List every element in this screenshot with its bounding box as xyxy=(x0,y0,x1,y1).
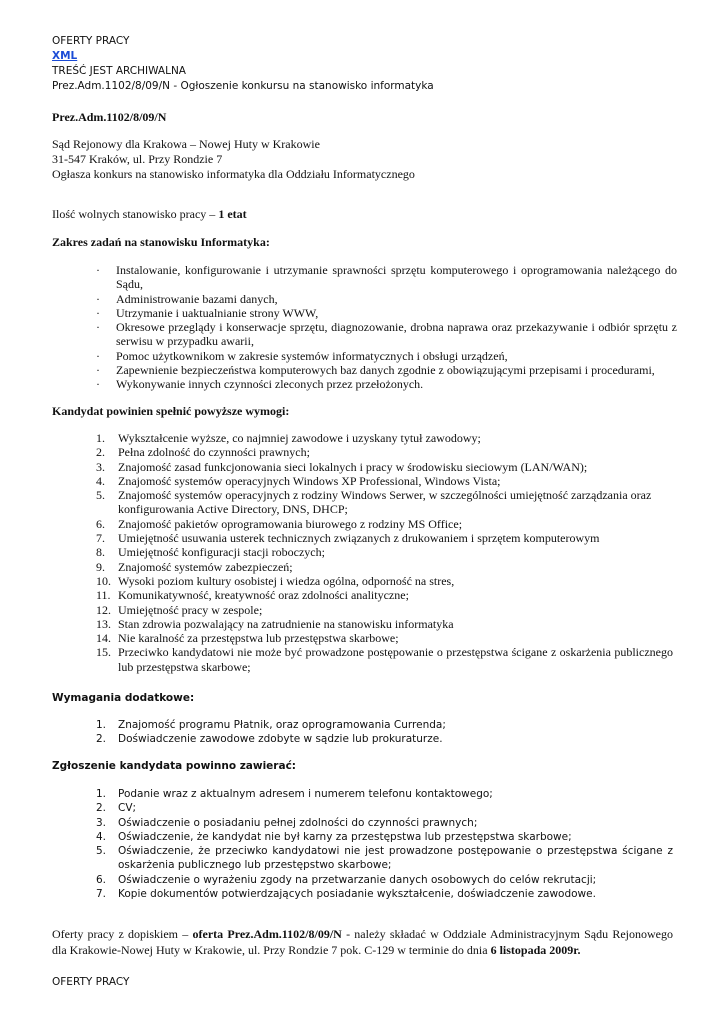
list-item-number: 4. xyxy=(96,473,105,488)
list-item xyxy=(52,349,677,363)
court-line: Sąd Rejonowy dla Krakowa – Nowej Huty w Krakowie xyxy=(52,137,320,151)
requirements-heading: Kandydat powinien spełnić powyższe wymogi: xyxy=(52,404,290,418)
list-item-text: Nie karalność za przestępstwa lub przestępstwa skarbowe; xyxy=(118,631,399,646)
bullet-marker: · xyxy=(96,320,100,335)
list-item xyxy=(52,574,673,588)
list-item xyxy=(52,531,673,545)
list-item-number: 6. xyxy=(96,516,105,531)
list-item-text: Stan zdrowia pozwalający na zatrudnienie na stanowisku informatyka xyxy=(118,616,454,631)
list-item xyxy=(52,292,677,306)
list-item xyxy=(52,617,673,631)
list-item-number: 7. xyxy=(96,888,107,901)
list-item-number: 12. xyxy=(96,602,111,617)
page-header xyxy=(52,34,673,94)
list-item-number: 2. xyxy=(96,802,107,815)
doc-reference: Prez.Adm.1102/8/09/N xyxy=(52,110,167,124)
list-item xyxy=(52,263,677,292)
list-item-text: Wykonywanie innych czynności zleconych przez przełożonych. xyxy=(116,377,424,392)
list-item-number: 14. xyxy=(96,631,111,646)
list-item-text: Administrowanie bazami danych, xyxy=(116,291,278,306)
list-item xyxy=(52,460,673,474)
list-item-number: 9. xyxy=(96,559,105,574)
list-item-text: Znajomość pakietów oprogramowania biurowego z rodziny MS Office; xyxy=(118,516,463,531)
list-item xyxy=(52,363,677,377)
tasks-list xyxy=(52,263,677,392)
list-item-number: 1. xyxy=(96,719,107,731)
list-item-number: 11. xyxy=(96,588,111,603)
list-item xyxy=(52,787,673,801)
tasks-heading: Zakres zadań na stanowisku Informatyka: xyxy=(52,235,270,249)
closing-paragraph xyxy=(52,926,673,958)
page-footer xyxy=(52,975,673,990)
list-item xyxy=(52,718,673,732)
breadcrumb: Prez.Adm.1102/8/09/N - Ogłoszenie konkursu na stanowisko informatyka xyxy=(52,80,434,92)
list-item-text: CV; xyxy=(118,802,137,815)
list-item xyxy=(52,844,673,873)
closing-text: - należy składać w Oddziale Administracyjnym Sądu Rejonowego dla Krakowie-Nowej Huty w Krakowie, ul. Przy Rondzie 7 pok. C-129 w terminie do dnia xyxy=(52,927,673,957)
list-item xyxy=(52,306,677,320)
list-item xyxy=(52,517,673,531)
list-item xyxy=(52,732,673,746)
court-line: 31-547 Kraków, ul. Przy Rondzie 7 xyxy=(52,152,223,166)
list-item-text: Zapewnienie bezpieczeństwa komputerowych baz danych zgodnie z obowiązującymi przepisami i procedurami, xyxy=(116,363,655,378)
list-item-number: 2. xyxy=(96,733,107,746)
list-item-text: Doświadczenie zawodowe zdobyte w sądzie lub prokuraturze. xyxy=(118,733,443,746)
list-item-number: 8. xyxy=(96,545,105,560)
list-item-text: Przeciwko kandydatowi nie może być prowadzone postępowanie o przestępstwa ścigane z oskarżenia publicznego lub przestępstwa skarbowe; xyxy=(118,645,673,674)
list-item xyxy=(52,474,673,488)
list-item-text: Utrzymanie i uaktualnianie strony WWW, xyxy=(116,305,319,320)
list-item xyxy=(52,431,673,445)
list-item-text: Pomoc użytkownikom w zakresie systemów informatycznych i obsługi urządzeń, xyxy=(116,348,508,363)
bullet-marker: · xyxy=(96,291,100,306)
list-item-number: 1. xyxy=(96,788,107,800)
list-item xyxy=(52,545,673,559)
positions-value: 1 etat xyxy=(218,207,247,221)
list-item xyxy=(52,603,673,617)
list-item-text: Znajomość systemów operacyjnych z rodziny Windows Serwer, w szczególności umiejętność zarządzania oraz konfigurowania Active Directory, DNS, DHCP; xyxy=(118,488,652,517)
list-item-number: 10. xyxy=(96,573,111,588)
list-item-text: Znajomość systemów operacyjnych Windows XP Professional, Windows Vista; xyxy=(118,473,501,488)
list-item-number: 7. xyxy=(96,531,105,546)
list-item-text: Wykształcenie wyższe, co najmniej zawodowe i uzyskany tytuł zawodowy; xyxy=(118,431,481,445)
list-item-text: Znajomość programu Płatnik, oraz oprogramowania Currenda; xyxy=(118,719,446,731)
bullet-marker: · xyxy=(96,363,100,378)
page-title: OFERTY PRACY xyxy=(52,35,130,47)
court-line: Ogłasza konkurs na stanowisko informatyka dla Oddziału Informatycznego xyxy=(52,167,415,181)
list-item-text: Wysoki poziom kultury osobistej i wiedza ogólna, odporność na stres, xyxy=(118,573,455,588)
list-item-text: Oświadczenie, że kandydat nie był karny za przestępstwa lub przestępstwa skarbowe; xyxy=(118,830,572,843)
list-item-text: Podanie wraz z aktualnym adresem i numerem telefonu kontaktowego; xyxy=(118,788,493,800)
archive-note: TREŚĆ JEST ARCHIWALNA xyxy=(52,65,186,77)
list-item-number: 2. xyxy=(96,445,105,460)
list-item xyxy=(52,631,673,645)
list-item-text: Instalowanie, konfigurowanie i utrzymanie sprawności sprzętu komputerowego i oprogramowania należącego do Sądu, xyxy=(116,263,677,292)
list-item-text: Znajomość systemów zabezpieczeń; xyxy=(118,559,293,574)
requirements-list-wrapper xyxy=(52,431,673,674)
list-item-number: 6. xyxy=(96,873,107,886)
list-item-text: Znajomość zasad funkcjonowania sieci lokalnych i pracy w środowisku sieciowym (LAN/WAN); xyxy=(118,459,588,474)
closing-text: Oferty pracy z dopiskiem – xyxy=(52,927,193,941)
list-item xyxy=(52,588,673,602)
list-item xyxy=(52,560,673,574)
closing-offer-ref: oferta Prez.Adm.1102/8/09/N xyxy=(192,927,342,941)
bullet-marker: · xyxy=(96,348,100,363)
court-address xyxy=(52,137,673,182)
footer-title: OFERTY PRACY xyxy=(52,976,130,988)
extra-list-wrapper xyxy=(52,718,673,747)
list-item xyxy=(52,645,673,674)
extra-heading: Wymagania dodatkowe: xyxy=(52,692,195,704)
list-item xyxy=(52,445,673,459)
bullet-marker: · xyxy=(96,263,100,277)
bullet-marker: · xyxy=(96,377,100,392)
list-item xyxy=(52,887,673,901)
list-item-text: Umiejętność usuwania usterek technicznych związanych z drukowaniem i sprzętem komputerowym xyxy=(118,531,600,546)
list-item-number: 13. xyxy=(96,616,111,631)
xml-link[interactable]: XML xyxy=(52,50,78,62)
application-list xyxy=(52,787,673,901)
list-item xyxy=(52,801,673,815)
list-item xyxy=(52,377,677,391)
list-item-text: Oświadczenie o posiadaniu pełnej zdolności do czynności prawnych; xyxy=(118,816,478,829)
list-item-text: Kopie dokumentów potwierdzających posiadanie wykształcenie, doświadczenie zawodowe. xyxy=(118,888,596,901)
application-heading: Zgłoszenie kandydata powinno zawierać: xyxy=(52,760,296,772)
list-item-text: Oświadczenie o wyrażeniu zgody na przetwarzanie danych osobowych do celów rekrutacji; xyxy=(118,873,597,886)
list-item-text: Oświadczenie, że przeciwko kandydatowi nie jest prowadzone postępowanie o przestępstwa ścigane z oskarżenia publicznego lub przestępstwo skarbowe; xyxy=(118,845,673,872)
extra-list xyxy=(52,718,673,747)
list-item xyxy=(52,873,673,887)
list-item-number: 3. xyxy=(96,816,107,829)
list-item-number: 1. xyxy=(96,431,105,445)
tasks-list-wrapper xyxy=(52,263,677,392)
requirements-list xyxy=(52,431,673,674)
list-item xyxy=(52,488,673,517)
closing-deadline: 6 listopada 2009r. xyxy=(490,943,581,957)
positions-line xyxy=(52,207,673,222)
list-item-text: Komunikatywność, kreatywność oraz zdolności analityczne; xyxy=(118,588,409,603)
list-item-text: Okresowe przeglądy i konserwacje sprzętu, diagnozowanie, drobna naprawa oraz przekazywanie i odbiór sprzętu z serwisu w przypadku awarii, xyxy=(116,320,677,349)
list-item-number: 4. xyxy=(96,830,107,843)
list-item xyxy=(52,816,673,830)
list-item-number: 5. xyxy=(96,488,105,503)
list-item xyxy=(52,320,677,349)
list-item-text: Umiejętność pracy w zespole; xyxy=(118,602,263,617)
list-item-text: Umiejętność konfiguracji stacji roboczych; xyxy=(118,545,325,560)
list-item-number: 5. xyxy=(96,845,107,858)
list-item xyxy=(52,830,673,844)
list-item-number: 3. xyxy=(96,459,105,474)
list-item-number: 15. xyxy=(96,645,111,660)
bullet-marker: · xyxy=(96,305,100,320)
application-list-wrapper xyxy=(52,787,673,901)
positions-label: Ilość wolnych stanowisko pracy – xyxy=(52,207,219,221)
list-item-text: Pełna zdolność do czynności prawnych; xyxy=(118,445,310,460)
